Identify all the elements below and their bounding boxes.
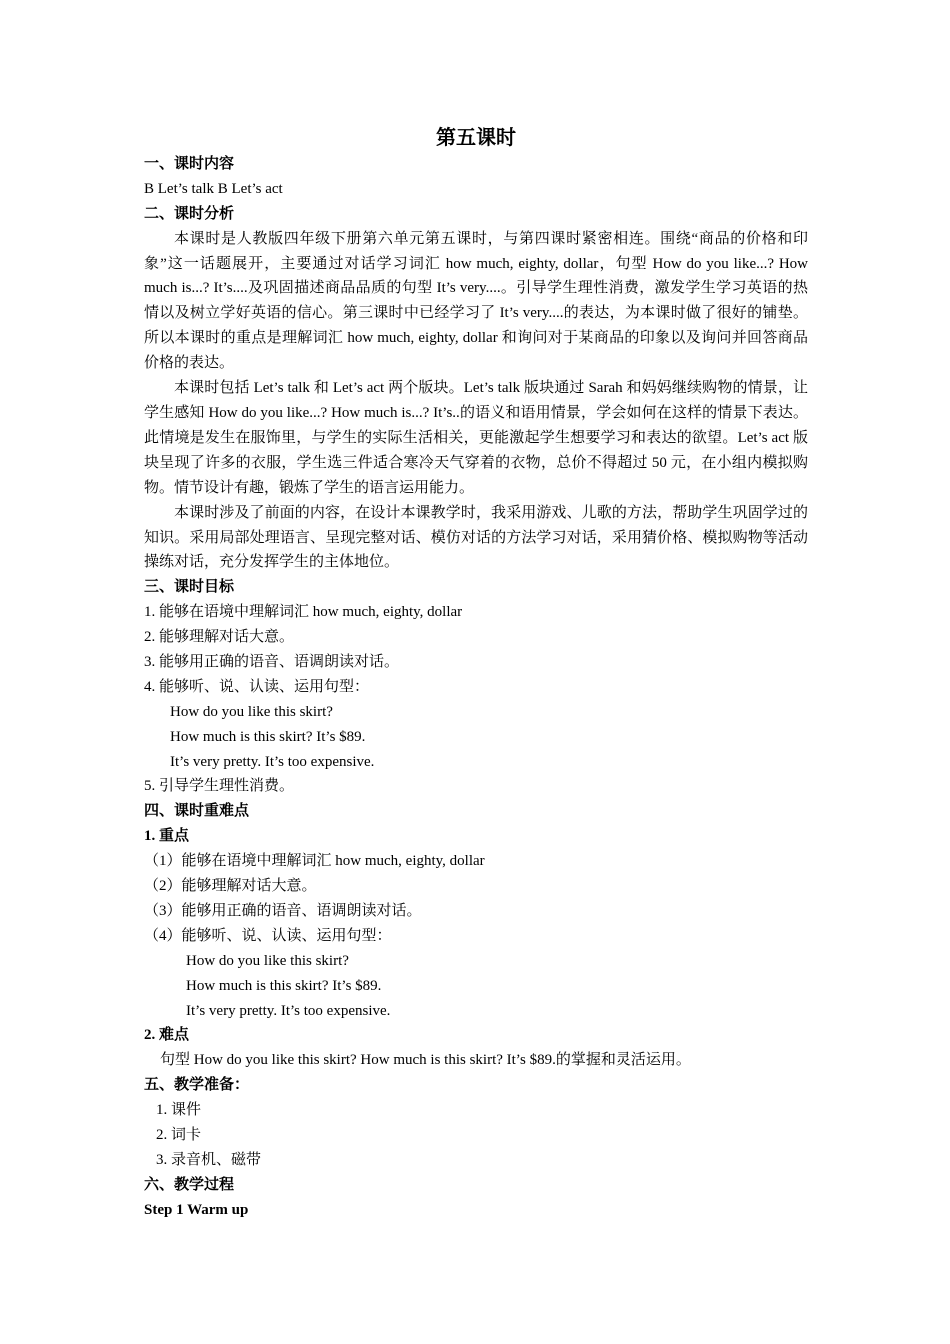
preparation-item: 2. 词卡	[156, 1126, 202, 1143]
goal-sentence: It’s very pretty. It’s too expensive.	[170, 753, 375, 770]
preparation-item: 3. 录音机、磁带	[156, 1151, 262, 1168]
document-body	[144, 124, 808, 1223]
key-sentence: How much is this skirt? It’s $89.	[186, 977, 382, 994]
goal-item: 4. 能够听、说、认读、运用句型：	[144, 678, 370, 695]
key-item: （4）能够听、说、认读、运用句型：	[144, 927, 392, 944]
step-heading: Step 1 Warm up	[144, 1201, 249, 1218]
goal-item: 3. 能够用正确的语音、语调朗读对话。	[144, 654, 400, 671]
analysis-paragraph-3: 本课时涉及了前面的内容，在设计本课教学时，我采用游戏、儿歌的方法，帮助学生巩固学过的知识。采用局部处理语言、呈现完整对话、模仿对话的方法学习对话，采用猜价格、模拟购物等活动操练对话，充分发挥学生的主体地位。	[144, 504, 808, 571]
page-title: 第五课时	[436, 127, 516, 149]
key-sentence: It’s very pretty. It’s too expensive.	[186, 1002, 391, 1019]
key-item: （1）能够在语境中理解词汇 how much, eighty, dollar	[144, 853, 485, 870]
difficulty-text: 句型 How do you like this skirt? How much is this skirt? It’s $89.的掌握和灵活运用。	[160, 1052, 691, 1069]
goal-sentence: How do you like this skirt?	[170, 703, 333, 720]
lesson-content-text: B Let’s talk B Let’s act	[144, 180, 283, 197]
section-heading-keypoints: 四、课时重难点	[144, 803, 250, 820]
key-heading: 1. 重点	[144, 828, 190, 845]
key-item: （3）能够用正确的语音、语调朗读对话。	[144, 902, 422, 919]
section-heading-preparation: 五、教学准备：	[144, 1077, 250, 1094]
key-item: （2）能够理解对话大意。	[144, 878, 317, 895]
goal-item: 5. 引导学生理性消费。	[144, 778, 295, 795]
goal-item: 1. 能够在语境中理解词汇 how much, eighty, dollar	[144, 604, 463, 621]
goal-item: 2. 能够理解对话大意。	[144, 629, 295, 646]
section-heading-process: 六、教学过程	[144, 1176, 235, 1193]
analysis-paragraph-2: 本课时包括 Let’s talk 和 Let’s act 两个版块。Let’s talk 版块通过 Sarah 和妈妈继续购物的情景，让学生感知 How do you like...? How much is...? It’s..的语义和语用情景，学会如何在这样的情景下表达。此情境是发生在服饰里，与学生的实际生活相关，更能激起学生想要学习和表达的欲望。Let’s act 版块呈现了许多的衣服，学生选三件适合寒冷天气穿着的衣物，总价不得超过 50 元，在小组内模拟购物。情节设计有趣，锻炼了学生的语言运用能力。	[144, 380, 808, 496]
key-sentence: How do you like this skirt?	[186, 952, 349, 969]
difficulty-heading: 2. 难点	[144, 1027, 190, 1044]
goal-sentence: How much is this skirt? It’s $89.	[170, 728, 366, 745]
preparation-item: 1. 课件	[156, 1102, 202, 1119]
analysis-paragraph-1: 本课时是人教版四年级下册第六单元第五课时，与第四课时紧密相连。围绕“商品的价格和印象”这一话题展开，主要通过对话学习词汇 how much, eighty, dollar，句型 How do you like...? How much is...? It’s....及巩固描述商品品质的句型 It’s very....。引导学生理性消费，激发学生学习英语的热情以及树立学好英语的信心。第三课时中已经学习了 It’s very....的表达，为本课时做了很好的铺垫。所以本课时的重点是理解词汇 how much, eighty, dollar 和询问对于某商品的印象以及询问并回答商品价格的表达。	[144, 230, 808, 372]
section-heading-goals: 三、课时目标	[144, 579, 235, 596]
section-heading-content: 一、课时内容	[144, 156, 235, 172]
section-heading-analysis: 二、课时分析	[144, 205, 235, 222]
